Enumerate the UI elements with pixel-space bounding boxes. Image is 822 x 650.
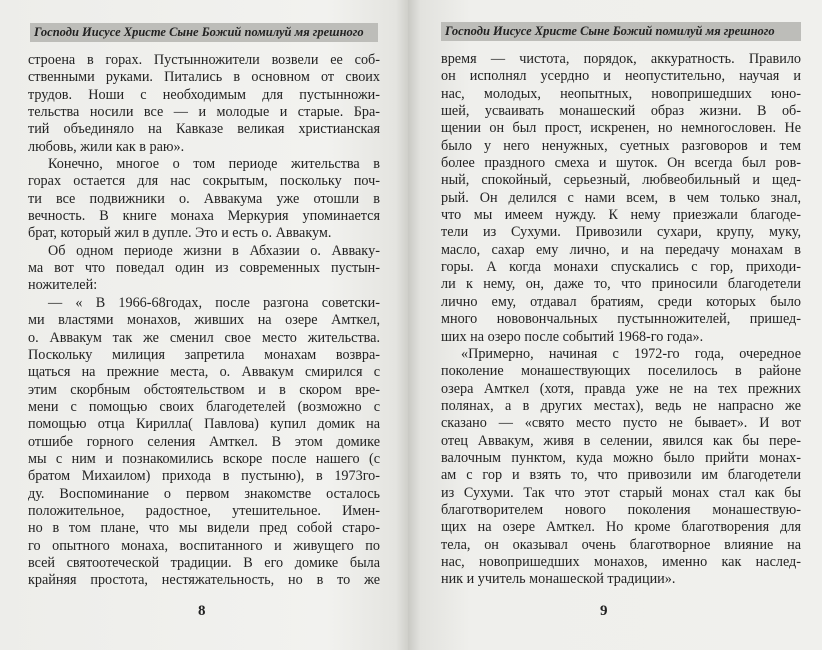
text-line: любовь, жили как в раю». [28, 138, 185, 155]
left-page-header: Господи Иисусе Христе Сыне Божий помилуй мя грешного [30, 23, 378, 42]
text-line: щих на озере Амткел. Но кроме благотворения для [441, 519, 801, 536]
text-line: горы. А когда монахи спускались с гор, приходи- [441, 259, 801, 276]
text-line: ми властями монахов, живших на озере Амткел, [28, 312, 380, 329]
right-page [408, 0, 822, 650]
text-line: нас, молодых, неопытных, новопришедших юно- [441, 85, 801, 102]
text-line: всей святоотеческой традиции. В его домике была [28, 554, 380, 571]
text-line: братом Михаилом) прихода в пустыню), в 1973го- [28, 468, 380, 485]
text-line: отшибе горного селения Амткел. В этом домике [28, 433, 380, 450]
text-line: из Сухуми. Так что этот старый монах стал как бы [441, 484, 801, 501]
left-page [0, 0, 408, 650]
left-page-body [28, 52, 380, 590]
text-line: вечность. В книге монаха Меркурия упоминается [28, 208, 380, 225]
text-line: о. Аввакум так же сменил свое место жительства. [28, 329, 380, 346]
text-line: полянах, а в других местах), ведь не напрасно же [441, 397, 801, 414]
text-line: масло, сахар ему лично, и на передачу монахам в [441, 241, 801, 258]
text-line: тий объединяло на Кавказе великая христианская [28, 121, 380, 138]
text-line: тела, он оказывал очень благотворное влияние на [441, 536, 801, 553]
text-line: мы с ним и познакомились вскоре после нашего (с [28, 450, 380, 467]
text-line: отец Аввакум, живя в селении, явился как бы пере- [441, 432, 801, 449]
text-line: ам с гор и взять то, что привозили им благодетели [441, 467, 801, 484]
text-line: строена в горах. Пустынножители возвели ее соб- [28, 52, 380, 68]
text-line: «Примерно, начиная с 1972-го года, очередное [461, 345, 801, 362]
text-line: ма вот что поведал один из современных пустын- [28, 260, 380, 277]
text-line: тельства носили все — и молодые и старые. Бра- [28, 104, 380, 121]
text-line: — « В 1966-68годах, после разгона советски- [48, 294, 380, 311]
text-line: нас, новопришедших монахов, именно как наслед- [441, 553, 801, 570]
text-line: поколение монашествующих поселилось в районе [441, 363, 801, 380]
text-line: рый. Он делился с нами всем, в чем только знал, [441, 189, 801, 206]
text-line: лично ему, отдавал братиям, среди которых было [441, 293, 801, 310]
text-line: что мы имеем нужду. К нему приезжали благоде- [441, 207, 801, 224]
text-line: Конечно, многое о том периоде жительства в [48, 156, 380, 173]
text-line: много нововончальных пустынножителей, пришед- [441, 311, 801, 328]
text-line: крайняя простота, нестяжательность, но в то же [28, 572, 380, 589]
text-line: ших на озеро после событий 1968-го года». [441, 328, 704, 345]
text-line: трудов. Ноши с необходимым для пустынножи- [28, 86, 380, 103]
text-line: брат, который жил в дупле. Это и есть о. Аввакум. [28, 225, 332, 242]
text-line: тели из Сухуми. Привозили сухари, крупу, муку, [441, 224, 801, 241]
text-line: ный, спокойный, серьезный, любвеобильный и щед- [441, 172, 801, 189]
text-line: ственными руками. Питались в основном от своих [28, 69, 380, 86]
text-line: ножителей: [28, 277, 98, 294]
left-page-number: 8 [198, 603, 206, 619]
text-line: помощью отца Кирилла( Павлова) купил домик на [28, 416, 380, 433]
text-line: было у него ненужных, суетных разговоров и тем [441, 137, 801, 154]
text-line: ти все подвижники о. Аввакума уже отошли в [28, 190, 380, 207]
text-line: он исполнял усердно и неопустительно, научая и [441, 68, 801, 85]
text-line: го опытного монаха, воспитанного и живущего по [28, 537, 380, 554]
text-line: но в том плане, что мы видели пред собой старо- [28, 520, 380, 537]
text-line: этим скорбным обстоятельством и в скором вре- [28, 381, 380, 398]
text-line: более праздного смеха и шуток. Он всегда был ров- [441, 155, 801, 172]
text-line: время — чистота, порядок, аккуратность. Правило [441, 51, 801, 67]
text-line: Поскольку милиция запретила монахам возвра- [28, 346, 380, 363]
text-line: ли к нему, он, даже то, что приносили благодетели [441, 276, 801, 293]
text-line: ник и учитель монашеской традиции». [441, 571, 676, 588]
text-line: сказано — «свято место пусто не бывает». И вот [441, 415, 801, 432]
text-line: шей, усваивать монашеский образ жизни. В об- [441, 103, 801, 120]
text-line: Об одном периоде жизни в Абхазии о. Аввакy- [48, 242, 380, 259]
text-line: положительное, радостное, утешительное. Имен- [28, 502, 380, 519]
right-page-body [441, 51, 801, 589]
text-line: ду. Воспоминание о первом знакомстве осталось [28, 485, 380, 502]
text-line: озера Амткел (хотя, правда уже не на тех прежних [441, 380, 801, 397]
text-line: горах остается для нас сокрытым, поскольку поч- [28, 173, 380, 190]
text-line: мени с помощью своих благодетелей (возможно с [28, 398, 380, 415]
text-line: щении он был прост, искренен, но немногословен. Не [441, 120, 801, 137]
right-page-header: Господи Иисусе Христе Сыне Божий помилуй мя грешного [441, 22, 801, 41]
text-line: благотворителем нового поколения монашествую- [441, 501, 801, 518]
text-line: валочным пунктом, куда можно было прийти монах- [441, 449, 801, 466]
text-line: щаться на прежние места, о. Аввакум смирился с [28, 364, 380, 381]
right-page-number: 9 [600, 603, 608, 619]
